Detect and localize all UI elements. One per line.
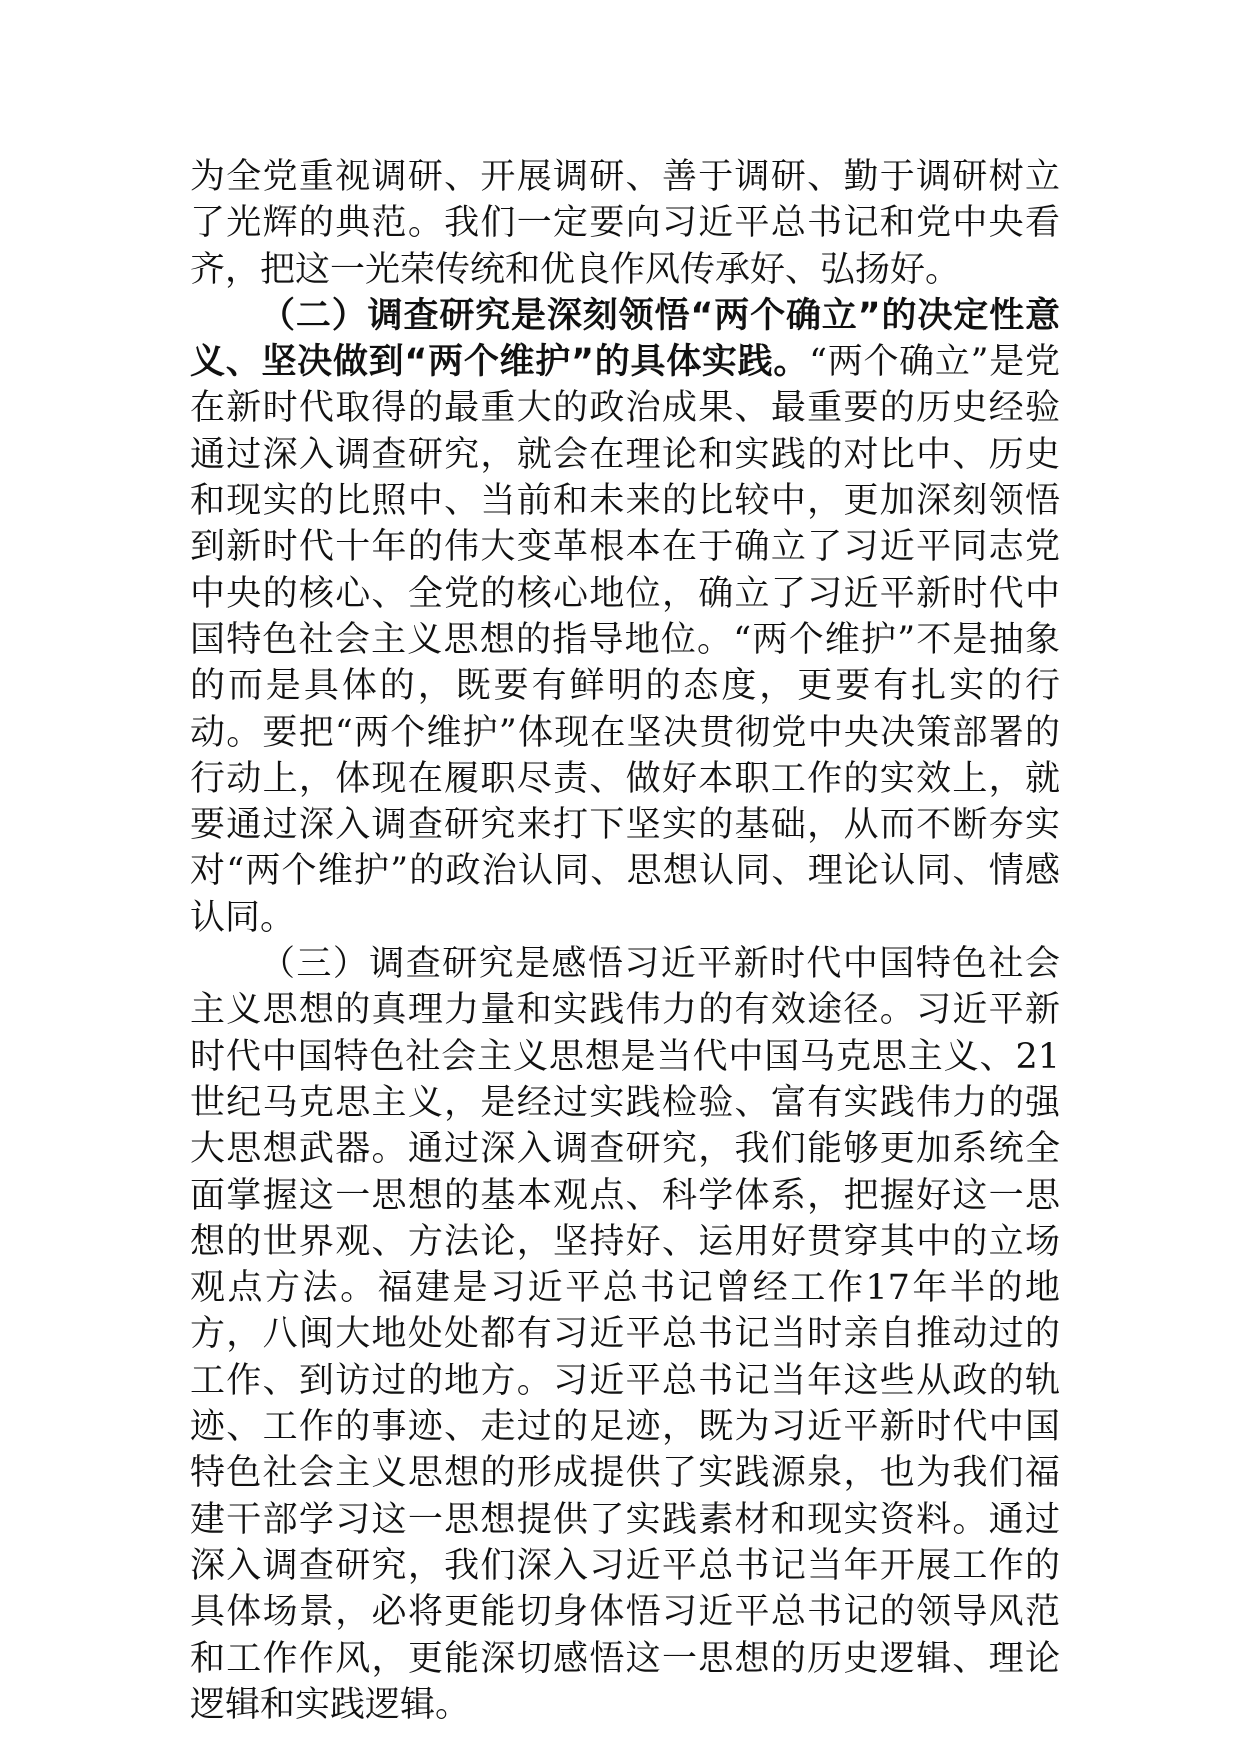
section-two-heading: （二）调查研究是深刻领悟“两个确立”的决定性意义、坚决做到“两个维护”的具体实践。 bbox=[190, 295, 1060, 383]
section-two-body: “两个确立”是党在新时代取得的最重大的政治成果、最重要的历史经验通过深入调查研究，就会在理论和实践的对比中、历史和现实的比照中、当前和未来的比较中，更加深刻领悟到新时代十年的伟大变革根本在于确立了习近平同志党中央的核心、全党的核心地位，确立了习近平新时代中国特色社会主义思想的指导地位。“两个维护”不是抽象的而是具体的，既要有鲜明的态度，更要有扎实的行动。要把“两个维护”体现在坚决贯彻党中央决策部署的行动上，体现在履职尽责、做好本职工作的实效上，就要通过深入调查研究来打下坚实的基础，从而不断夯实对“两个维护”的政治认同、思想认同、理论认同、情感认同。 bbox=[190, 342, 1060, 938]
document-body bbox=[190, 154, 1060, 1728]
paragraph-section-two bbox=[190, 293, 1060, 941]
paragraph-continuation: 为全党重视调研、开展调研、善于调研、勤于调研树立了光辉的典范。我们一定要向习近平总书记和党中央看齐，把这一光荣传统和优良作风传承好、弘扬好。 bbox=[190, 157, 1060, 290]
paragraph-section-three: （三）调查研究是感悟习近平新时代中国特色社会主义思想的真理力量和实践伟力的有效途径。习近平新时代中国特色社会主义思想是当代中国马克思主义、21世纪马克思主义，是经过实践检验、富有实践伟力的强大思想武器。通过深入调查研究，我们能够更加系统全面掌握这一思想的基本观点、科学体系，把握好这一思想的世界观、方法论，坚持好、运用好贯穿其中的立场观点方法。福建是习近平总书记曾经工作17年半的地方，八闽大地处处都有习近平总书记当时亲自推动过的工作、到访过的地方。习近平总书记当年这些从政的轨迹、工作的事迹、走过的足迹，既为习近平新时代中国特色社会主义思想的形成提供了实践源泉，也为我们福建干部学习这一思想提供了实践素材和现实资料。通过深入调查研究，我们深入习近平总书记当年开展工作的具体场景，必将更能切身体悟习近平总书记的领导风范和工作作风，更能深切感悟这一思想的历史逻辑、理论逻辑和实践逻辑。 bbox=[190, 944, 1060, 1725]
